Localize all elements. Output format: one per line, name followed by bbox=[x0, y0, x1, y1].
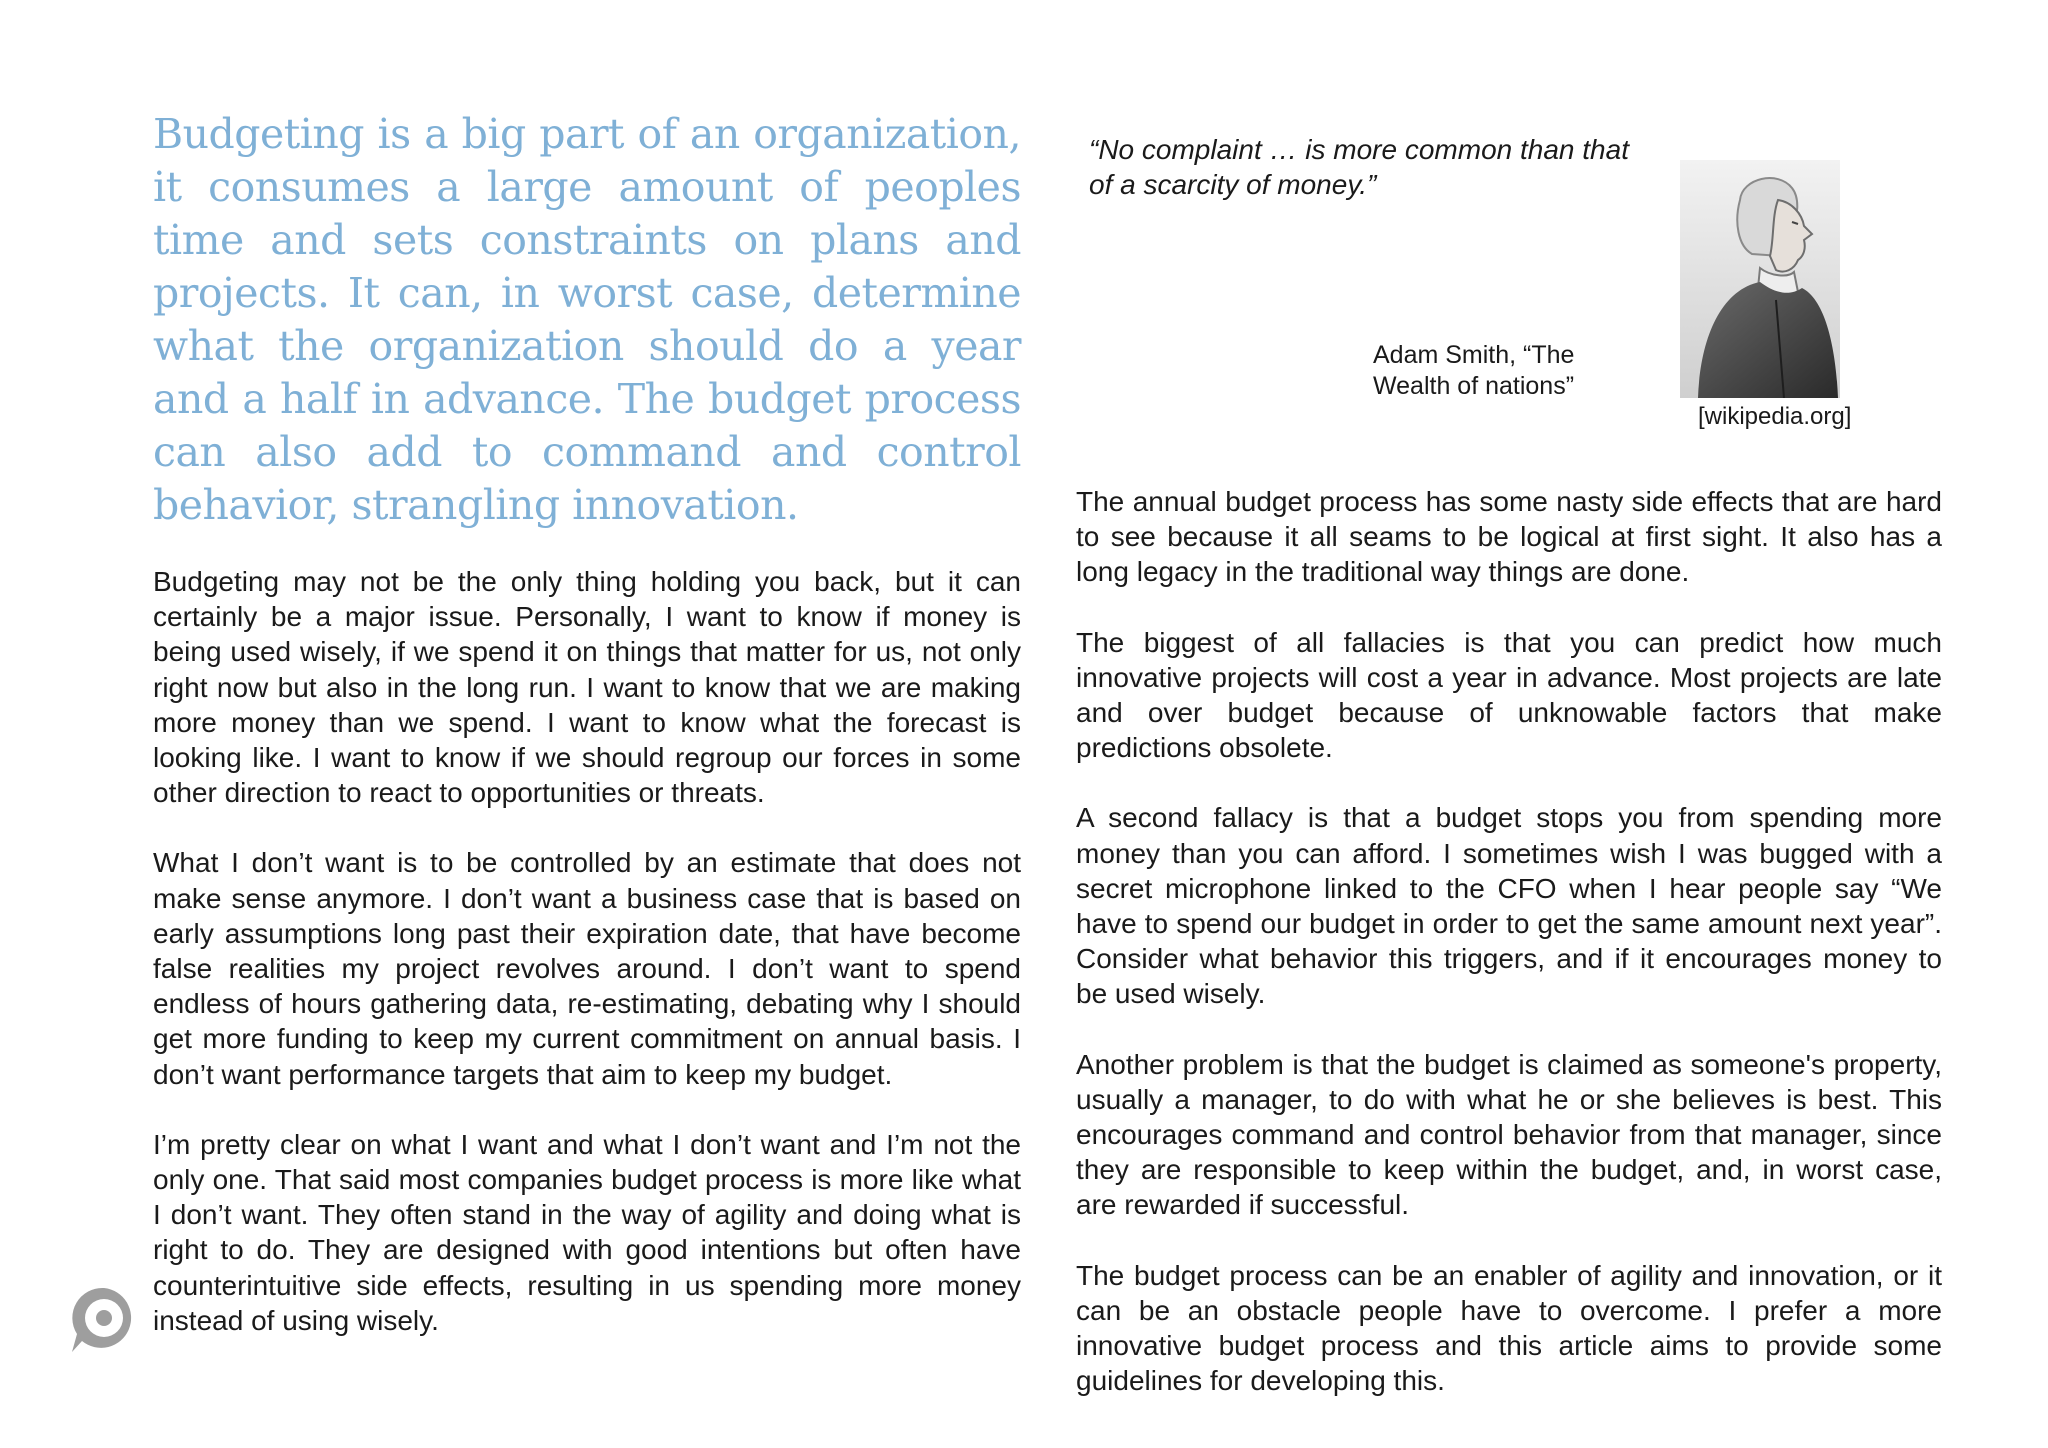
speech-bubble-logo-icon bbox=[68, 1284, 140, 1356]
lead-paragraph: Budgeting is a big part of an organization, it consumes a large amount of peoples time and sets constraints on plans and projects. It can, in worst case, determine what the organization should do a year and a half in advance. The budget process can also add to command and control behavior, strangling innovation. bbox=[153, 110, 1021, 529]
quote-text: “No complaint … is more common than that of a scarcity of money.” bbox=[1089, 134, 1629, 200]
adam-smith-portrait bbox=[1680, 160, 1840, 398]
right-paragraph-1: The annual budget process has some nasty side effects that are hard to see because it all seams to be logical at first sight. It also has a long legacy in the traditional way things are done. bbox=[1076, 486, 1942, 588]
left-column bbox=[153, 108, 1021, 1373]
right-paragraph-2: The biggest of all fallacies is that you can predict how much innovative projects will cost a year in advance. Most projects are late and over budget because of unknowable factors that make predictions obsolete. bbox=[1076, 626, 1942, 764]
right-paragraph-4: Another problem is that the budget is claimed as someone's property, usually a manager, to do with what he or she believes is best. This encourages command and control behavior from that manager, since they are responsible to keep within the budget, and, in worst case, are rewarded if successful. bbox=[1076, 1048, 1942, 1221]
left-paragraph-3: I’m pretty clear on what I want and what I don’t want and I’m not the only one. That said most companies budget process is more like what I don’t want. They often stand in the way of agility and doing what is right to do. They are designed with good intentions but often have counterintuitive side effects, resulting in us spending more money instead of using wisely. bbox=[153, 1128, 1021, 1336]
portrait-caption: [wikipedia.org] bbox=[1698, 403, 1852, 430]
quote-attribution: Adam Smith, “The Wealth of nations” bbox=[1373, 341, 1575, 400]
left-paragraph-1: Budgeting may not be the only thing holding you back, but it can certainly be a major issue. Personally, I want to know if money is being used wisely, if we spend it on things that matter for us, not only right now but also in the long run. I want to know that we are making more money than we spend. I want to know what the forecast is looking like. I want to know if we should regroup our forces in some other direction to react to opportunities or threats. bbox=[153, 566, 1021, 809]
left-paragraph-2: What I don’t want is to be controlled by an estimate that does not make sense anymore. I don’t want a business case that is based on early assumptions long past their expiration date, that have become false realities my project revolves around. I don’t want to spend endless of hours gathering data, re-estimating, debating why I should get more funding to keep my current commitment on annual basis. I don’t want performance targets that aim to keep my budget. bbox=[153, 847, 1021, 1090]
right-paragraph-3: A second fallacy is that a budget stops you from spending more money than you can afford. I sometimes wish I was bugged with a secret microphone linked to the CFO when I hear people say “We have to spend our budget in order to get the same amount next year”. Consider what behavior this triggers, and if it encourages money to be used wisely. bbox=[1076, 802, 1942, 1010]
right-paragraph-5: The budget process can be an enabler of agility and innovation, or it can be an obstacle people have to overcome. I prefer a more innovative budget process and this article aims to provide some guidelines for developing this. bbox=[1076, 1259, 1942, 1397]
right-column bbox=[1076, 484, 1942, 1433]
